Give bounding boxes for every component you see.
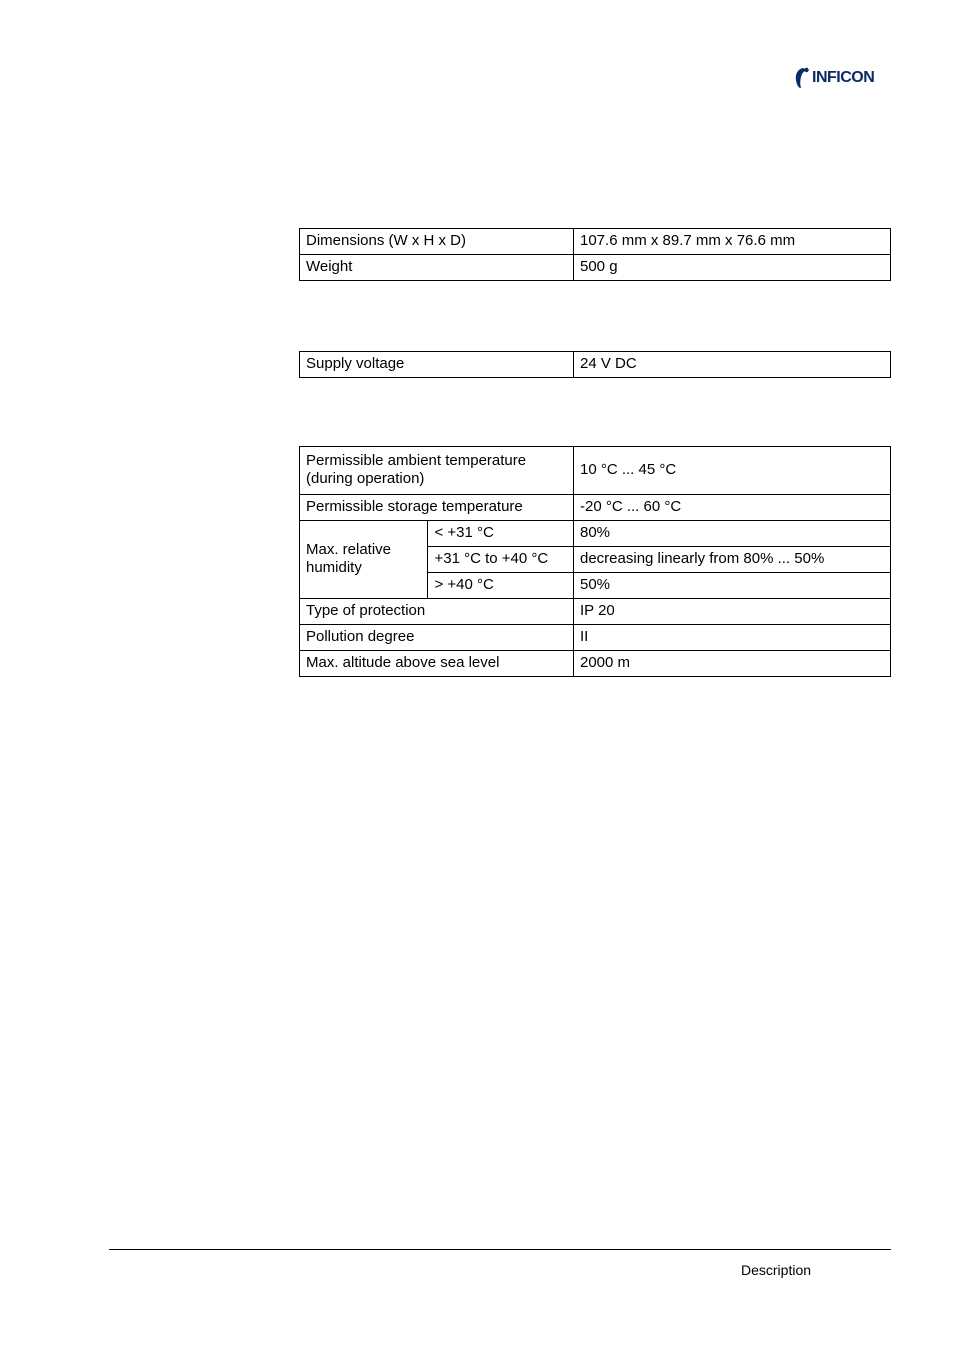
inficon-logo <box>794 66 874 90</box>
spec-value: 107.6 mm x 89.7 mm x 76.6 mm <box>574 229 891 255</box>
table-row <box>300 651 891 677</box>
spec-value: II <box>574 625 891 651</box>
humidity-condition: < +31 °C <box>428 521 574 547</box>
footer-divider <box>109 1249 891 1250</box>
spec-value: 50% <box>574 573 891 599</box>
footer-section-label: Description <box>741 1262 812 1278</box>
humidity-condition: +31 °C to +40 °C <box>428 547 574 573</box>
table-row <box>300 521 891 547</box>
table-row <box>300 599 891 625</box>
spec-label: Permissible storage temperature <box>300 495 574 521</box>
spec-label: Dimensions (W x H x D) <box>300 229 574 255</box>
spec-label: Max. altitude above sea level <box>300 651 574 677</box>
spec-value: 500 g <box>574 255 891 281</box>
table-row <box>300 495 891 521</box>
electrical-data-table <box>299 351 891 378</box>
spec-value: 10 °C ... 45 °C <box>574 447 891 495</box>
inficon-logo-mark-icon <box>794 67 810 89</box>
spec-value: 24 V DC <box>574 352 891 378</box>
spec-value: 80% <box>574 521 891 547</box>
table-row <box>300 447 891 495</box>
table-row <box>300 625 891 651</box>
table-row <box>300 352 891 378</box>
spec-value: IP 20 <box>574 599 891 625</box>
logo-text: INFICON <box>812 69 875 86</box>
spec-label: Permissible ambient temperature (during operation) <box>300 447 574 495</box>
table-row <box>300 255 891 281</box>
environment-data-table <box>299 446 891 677</box>
spec-value: decreasing linearly from 80% ... 50% <box>574 547 891 573</box>
spec-value: 2000 m <box>574 651 891 677</box>
spec-label: Type of protection <box>300 599 574 625</box>
spec-label: Supply voltage <box>300 352 574 378</box>
spec-label: Max. relative humidity <box>300 521 428 599</box>
mechanical-data-table <box>299 228 891 281</box>
spec-value: -20 °C ... 60 °C <box>574 495 891 521</box>
spec-label: Pollution degree <box>300 625 574 651</box>
table-row <box>300 229 891 255</box>
humidity-condition: > +40 °C <box>428 573 574 599</box>
spec-label: Weight <box>300 255 574 281</box>
